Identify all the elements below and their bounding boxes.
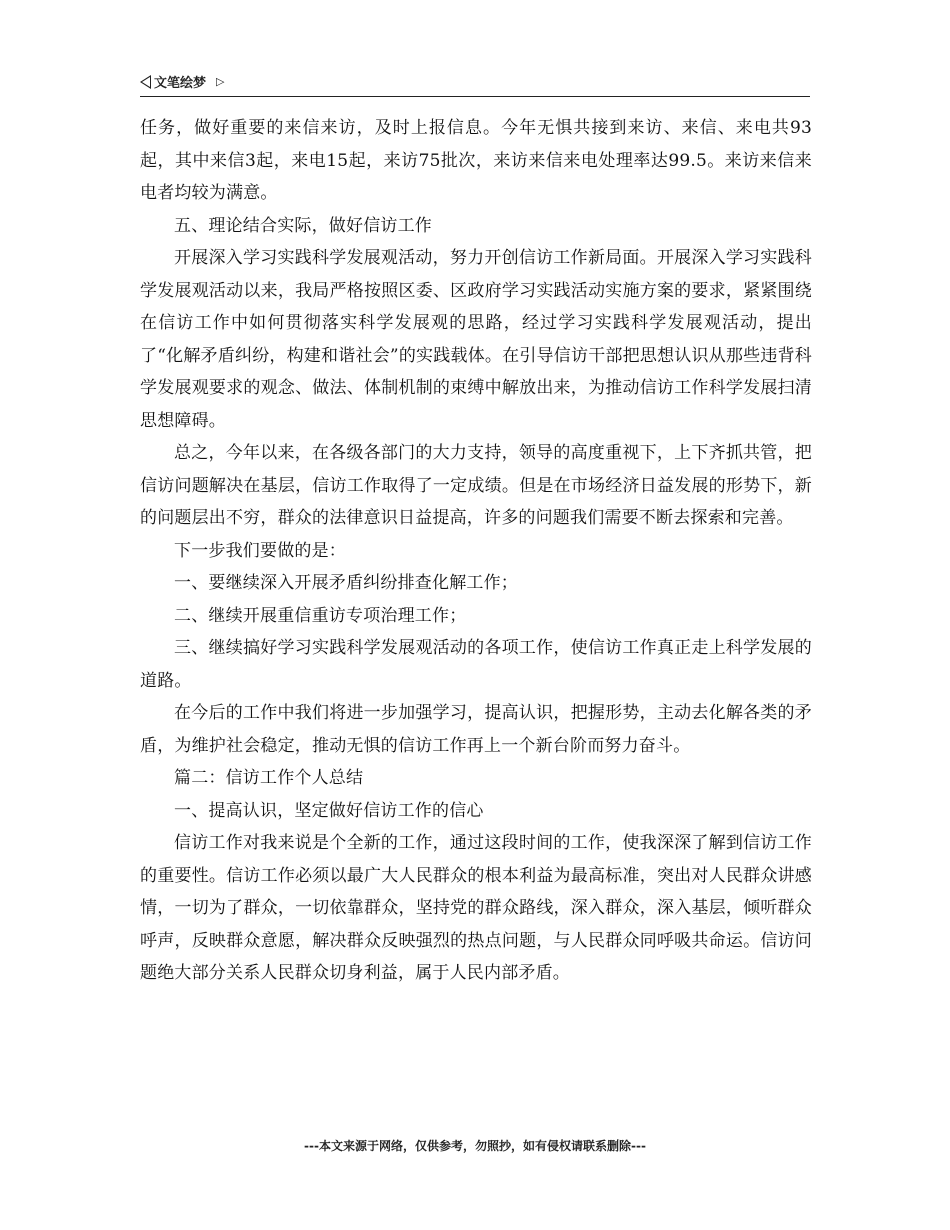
list-item-1: 一、要继续深入开展矛盾纠纷排查化解工作； xyxy=(174,573,518,593)
article-heading-2: 篇二：信访工作个人总结 xyxy=(174,768,364,788)
paragraph-4: 总之，今年以来，在各级各部门的大力支持，领导的高度重视下，上下齐抓共管，把信访问题解决在基层，信访工作取得了一定成绩。但是在市场经济日益发展的形势下，新的问题层出不穷，群众的法律意识日益提高，许多的问题我们需要不断去探索和完善。 xyxy=(140,443,812,528)
triangle-right-icon: ▷ xyxy=(216,75,225,88)
logo-text: 文笔绘梦 xyxy=(154,76,207,91)
list-item-3: 三、继续搞好学习实践科学发展观活动的各项工作，使信访工作真正走上科学发展的道路。 xyxy=(140,638,812,691)
paragraph-12: 信访工作对我来说是个全新的工作，通过这段时间的工作，使我深深了解到信访工作的重要性。信访工作必须以最广大人民群众的根本利益为最高标准，突出对人民群众讲感情，一切为了群众，一切依靠群众，坚持党的群众路线，深入群众，深入基层，倾听群众呼声，反映群众意愿，解决群众反映强烈的热点问题，与人民群众同呼吸共命运。信访问题绝大部分关系人民群众切身利益，属于人民内部矛盾。 xyxy=(140,833,812,983)
section-heading-5: 五、理论结合实际，做好信访工作 xyxy=(174,215,432,236)
page-footer: ---本文来源于网络，仅供参考，勿照抄，如有侵权请联系删除--- xyxy=(304,1139,646,1153)
paragraph-1: 任务，做好重要的来信来访，及时上报信息。今年无惧共接到来访、来信、来电共93起，其中来信3起，来电15起，来访75批次，来访来信来电处理率达99.5。来访来信来电者均较为满意。 xyxy=(140,118,812,203)
document-body xyxy=(140,112,812,990)
section-heading-1: 一、提高认识，坚定做好信访工作的信心 xyxy=(174,800,484,821)
list-item-2: 二、继续开展重信重访专项治理工作； xyxy=(174,605,467,626)
paragraph-5: 下一步我们要做的是： xyxy=(174,540,346,561)
triangle-left-icon xyxy=(140,75,151,89)
header-logo xyxy=(140,72,224,91)
page-header xyxy=(140,68,810,97)
paragraph-3: 开展深入学习实践科学发展观活动，努力开创信访工作新局面。开展深入学习实践科学发展观活动以来，我局严格按照区委、区政府学习实践活动实施方案的要求，紧紧围绕在信访工作中如何贯彻落实科学发展观的思路，经过学习实践科学发展观活动，提出了“化解矛盾纠纷，构建和谐社会”的实践载体。在引导信访干部把思想认识从那些违背科学发展观要求的观念、做法、体制机制的束缚中解放出来，为推动信访工作科学发展扫清思想障碍。 xyxy=(140,248,812,431)
paragraph-9: 在今后的工作中我们将进一步加强学习，提高认识，把握形势，主动去化解各类的矛盾，为维护社会稳定，推动无惧的信访工作再上一个新台阶而努力奋斗。 xyxy=(140,703,812,756)
